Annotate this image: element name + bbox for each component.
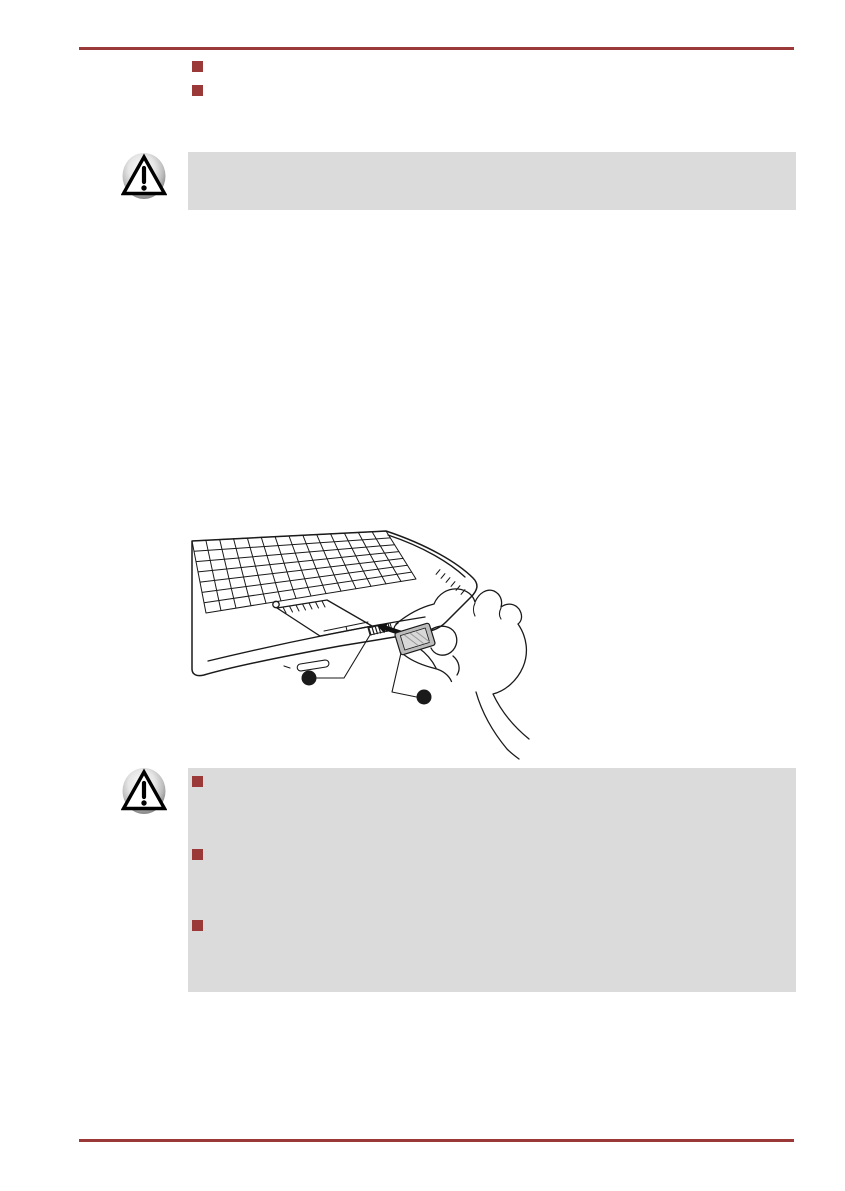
- list-bullet: [192, 85, 203, 96]
- list-bullet: [192, 849, 203, 860]
- footer-rule: [79, 1139, 794, 1142]
- list-bullet: [192, 61, 203, 72]
- callout-1-slot: [302, 671, 317, 686]
- callout-2-card: [417, 690, 432, 705]
- header-rule: [79, 47, 794, 50]
- warning-triangle-icon: [121, 152, 167, 200]
- caution-note-box: [188, 768, 796, 992]
- list-bullet: [192, 920, 203, 931]
- front-speaker-slot: [297, 660, 330, 672]
- list-bullet: [192, 776, 203, 787]
- caution-note-box: [188, 152, 796, 210]
- warning-triangle-icon: [121, 767, 167, 815]
- figure-memory-card-insertion: [180, 525, 535, 765]
